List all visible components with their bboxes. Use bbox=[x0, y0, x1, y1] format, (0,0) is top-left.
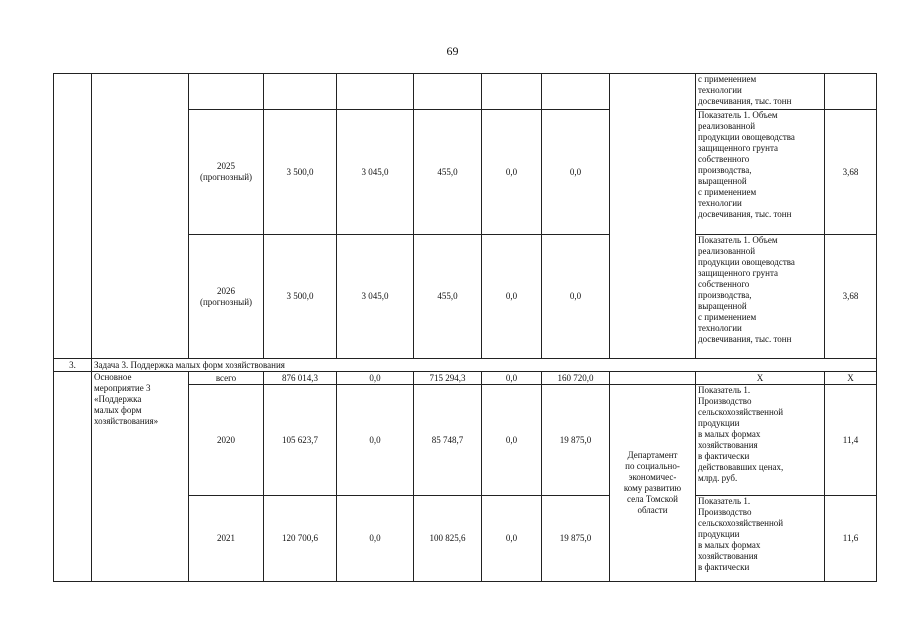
cell-value: 715 294,3 bbox=[414, 372, 482, 385]
cell-year: 2025 (прогнозный) bbox=[189, 110, 264, 235]
cell-indicator: Х bbox=[696, 372, 825, 385]
cell-indicator-value: 3,68 bbox=[825, 235, 877, 359]
cell-value: 0,0 bbox=[482, 372, 542, 385]
task-row bbox=[54, 359, 877, 372]
cell-value: 0,0 bbox=[337, 372, 414, 385]
executor-name: Департамент по социально- экономичес- кому развитию села Томской области bbox=[610, 385, 696, 582]
program-table bbox=[53, 73, 877, 582]
cell-year: всего bbox=[189, 372, 264, 385]
task-title: Задача 3. Поддержка малых форм хозяйствования bbox=[92, 359, 877, 372]
cell-value: 0,0 bbox=[482, 385, 542, 496]
cell-value: 19 875,0 bbox=[542, 385, 610, 496]
cell-indicator: Показатель 1. Объем реализованной продукции овощеводства защищенного грунта собственного производства, выращенной с применением технологии досвечивания, тыс. тонн bbox=[696, 235, 825, 359]
cell-value: 0,0 bbox=[337, 496, 414, 582]
cell-total: 120 700,6 bbox=[264, 496, 337, 582]
cell-value: 3 045,0 bbox=[337, 235, 414, 359]
cell-value: 0,0 bbox=[337, 385, 414, 496]
cell-value: 0,0 bbox=[482, 496, 542, 582]
cell-total: 3 500,0 bbox=[264, 110, 337, 235]
cell-executor bbox=[610, 372, 696, 385]
cell-indicator: Показатель 1. Производство сельскохозяйственной продукции в малых формах хозяйствования в фактически действовавших ценах, млрд. руб. bbox=[696, 385, 825, 496]
cell-year: 2026 (прогнозный) bbox=[189, 235, 264, 359]
cell-value: 0,0 bbox=[482, 110, 542, 235]
cell-value: 160 720,0 bbox=[542, 372, 610, 385]
cell-year: 2020 bbox=[189, 385, 264, 496]
cell-indicator-value: 3,68 bbox=[825, 110, 877, 235]
page-number: 69 bbox=[446, 44, 459, 58]
cell-value: 0,0 bbox=[542, 235, 610, 359]
cell-number bbox=[54, 74, 92, 359]
cell-number bbox=[54, 372, 92, 582]
cell-value: 3 045,0 bbox=[337, 110, 414, 235]
cell-value: 19 875,0 bbox=[542, 496, 610, 582]
table-row bbox=[54, 74, 877, 110]
cell-year: 2021 bbox=[189, 496, 264, 582]
cell-value: 100 825,6 bbox=[414, 496, 482, 582]
cell-measure bbox=[92, 74, 189, 359]
cell-indicator: Показатель 1. Производство сельскохозяйственной продукции в малых формах хозяйствования в фактически bbox=[696, 496, 825, 582]
cell-indicator: с применением технологии досвечивания, тыс. тонн bbox=[696, 74, 825, 110]
cell-total: 105 623,7 bbox=[264, 385, 337, 496]
measure-name: Основное мероприятие 3 «Поддержка малых форм хозяйствования» bbox=[92, 372, 189, 582]
cell-indicator-value: 11,4 bbox=[825, 385, 877, 496]
cell-value: 455,0 bbox=[414, 235, 482, 359]
cell-value: 455,0 bbox=[414, 110, 482, 235]
table-row bbox=[54, 372, 877, 385]
cell-indicator: Показатель 1. Объем реализованной продукции овощеводства защищенного грунта собственного производства, выращенной с применением технологии досвечивания, тыс. тонн bbox=[696, 110, 825, 235]
cell-executor bbox=[610, 74, 696, 359]
cell-value: 0,0 bbox=[542, 110, 610, 235]
cell-value: 85 748,7 bbox=[414, 385, 482, 496]
cell-total: 3 500,0 bbox=[264, 235, 337, 359]
cell-indicator-value: 11,6 bbox=[825, 496, 877, 582]
cell-number: 3. bbox=[54, 359, 92, 372]
cell-value: 0,0 bbox=[482, 235, 542, 359]
cell-indicator-value: Х bbox=[825, 372, 877, 385]
cell-total: 876 014,3 bbox=[264, 372, 337, 385]
